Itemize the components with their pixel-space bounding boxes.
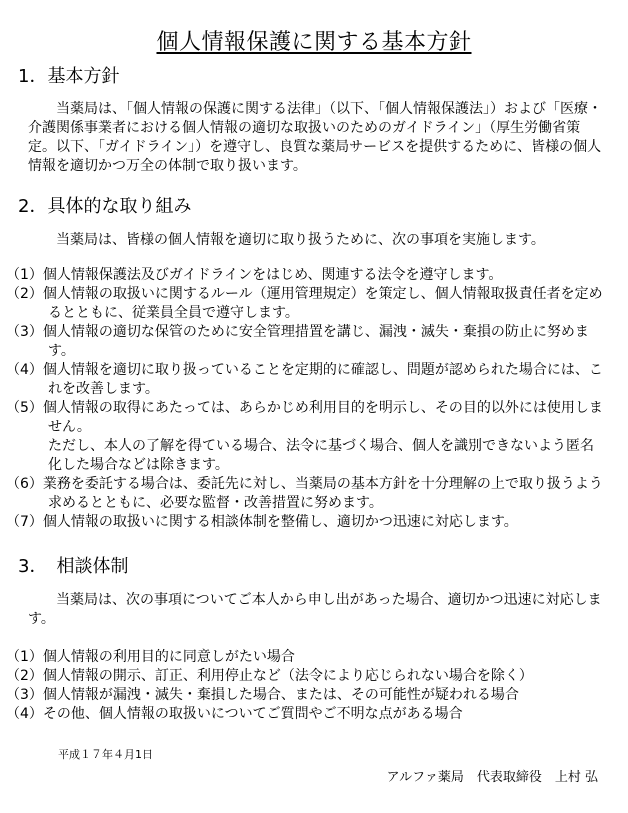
section-2-item-1: （1）個人情報保護法及びガイドラインをはじめ、関連する法令を遵守します。 [6, 267, 503, 283]
section-2-item-7: （7）個人情報の取扱いに関する相談体制を整備し、適切かつ迅速に対応します。 [6, 514, 518, 530]
section-3-paragraph-text: 当薬局は、次の事項についてご本人から申し出があった場合、適切かつ迅速に対応します。 [28, 592, 602, 627]
section-2-item-2: （2）個人情報の取扱いに関するルール（運用管理規定）を策定し、個人情報取扱責任者を定めるとともに、従業員全員で遵守します。 [6, 286, 603, 321]
section-2-paragraph [28, 231, 603, 250]
section-2-paragraph-text: 当薬局は、皆様の個人情報を適切に取り扱うために、次の事項を実施します。 [56, 232, 545, 248]
section-1-paragraph [28, 100, 603, 176]
document-date: 平成１７年４月1日 [58, 748, 153, 761]
section-3-paragraph [28, 591, 603, 629]
section-2-item-5-text: （5）個人情報の取得にあたっては、あらかじめ利用目的を明示し、その目的以外には使用しません。 [6, 400, 603, 435]
document-signature: アルファ薬局 代表取締役 上村 弘 [386, 770, 598, 785]
section-1-heading: 1．基本方針 [18, 66, 120, 87]
section-2-item-5-note: ただし、本人の了解を得ている場合、法令に基づく場合、個人を識別できないよう匿名化した場合などは除きます。 [48, 438, 594, 473]
section-3-heading: 3． 相談体制 [18, 556, 129, 577]
section-3-item-4: （4）その他、個人情報の取扱いについてご質問やご不明な点がある場合 [6, 706, 463, 722]
section-3-item-2: （2）個人情報の開示、訂正、利用停止など（法令により応じられない場合を除く） [6, 668, 533, 684]
section-1-paragraph-text: 当薬局は、「個人情報の保護に関する法律」（以下、「個人情報保護法」）および「医療・介護関係事業者における個人情報の適切な取扱いのためのガイドライン」（厚生労働省策定。以下、「ガイドライン」）を遵守し、良質な薬局サービスを提供するために、皆様の個人情報を適切かつ万全の体制で取り扱います。 [28, 101, 602, 174]
section-3-item-1: （1）個人情報の利用目的に同意しがたい場合 [6, 649, 295, 665]
section-2-heading: 2．具体的な取り組み [18, 196, 192, 217]
section-2-item-3: （3）個人情報の適切な保管のために安全管理措置を講じ、漏洩・滅失・棄損の防止に努めます。 [6, 324, 589, 359]
document-title: 個人情報保護に関する基本方針 [156, 30, 472, 55]
section-3-item-3: （3）個人情報が漏洩・滅失・棄損した場合、または、その可能性が疑われる場合 [6, 687, 519, 703]
section-2-item-5 [6, 399, 604, 475]
section-2-item-4: （4）個人情報を適切に取り扱っていることを定期的に確認し、問題が認められた場合には、これを改善します。 [6, 362, 603, 397]
section-2-item-6: （6）業務を委託する場合は、委託先に対し、当薬局の基本方針を十分理解の上で取り扱うよう求めるとともに、必要な監督・改善措置に努めます。 [6, 476, 603, 511]
